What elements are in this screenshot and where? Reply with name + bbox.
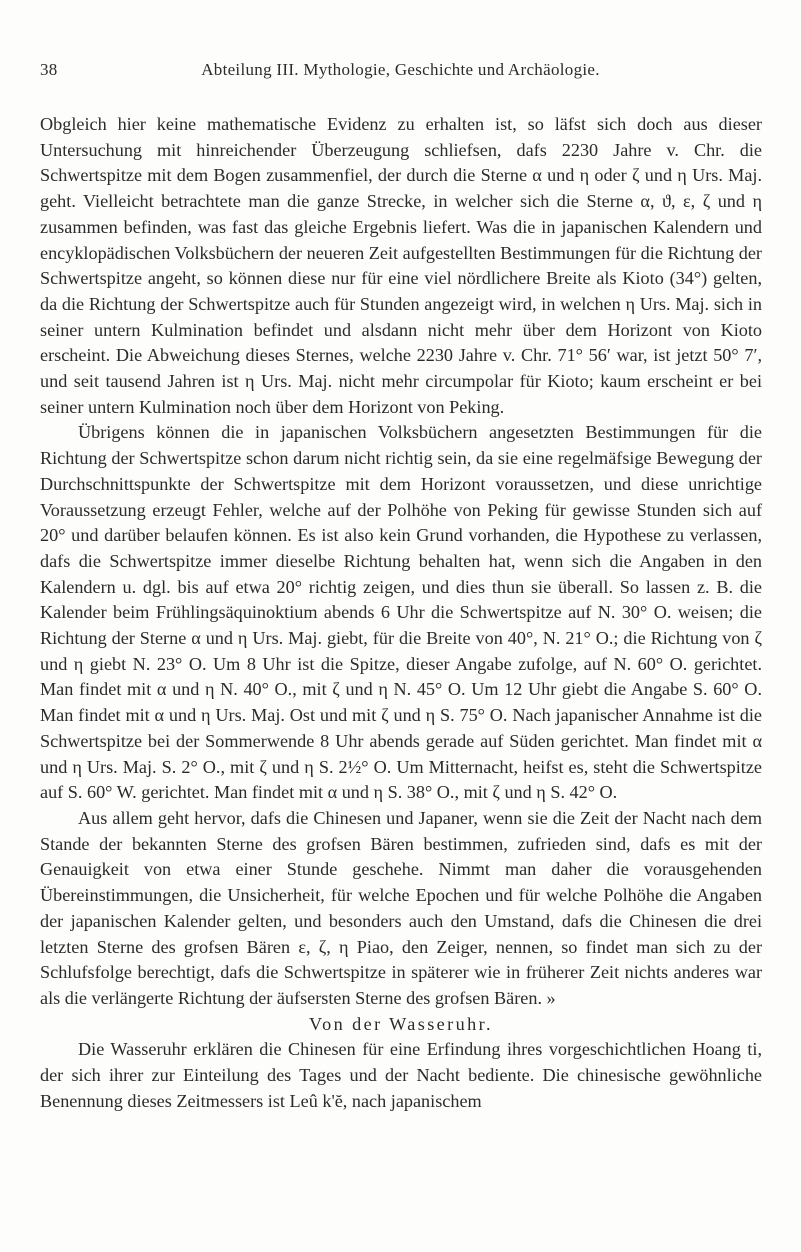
section-heading: Von der Wasseruhr. xyxy=(308,1013,494,1034)
paragraph-4: Die Wasseruhr erklären die Chinesen für eine Erfindung ihres vorgeschichtlichen Hoang ti, der sich ihrer zur Einteilung des Tages und der Nacht bediente. Die chinesische gewöhnliche Benennung dieses Zeitmessers ist Leû k'ĕ, nach japanischem xyxy=(40,1039,762,1111)
running-header xyxy=(40,60,761,88)
body-text xyxy=(40,112,762,1114)
page-number: 38 xyxy=(40,60,58,79)
running-title: Abteilung III. Mythologie, Geschichte und Archäologie. xyxy=(201,60,600,79)
paragraph-3: Aus allem geht hervor, dafs die Chinesen und Japaner, wenn sie die Zeit der Nacht nach dem Stande der bekannten Sterne des grofsen Bären bestimmen, zufrieden sind, dafs es mit der Genauigkeit von etwa einer Stunde geschehe. Nimmt man daher die vorausgehenden Übereinstimmungen, die Unsicherheit, für welche Epochen und für welche Polhöhe die Angaben der japanischen Kalender gelten, und besonders auch den Umstand, dafs die Chinesen die drei letzten Sterne des grofsen Bären ε, ζ, η Piao, den Zeiger, nennen, so findet man sich zu der Schlufsfolge berechtigt, dafs die Schwertspitze in späterer wie in früherer Zeit nichts anderes war als die verlängerte Richtung der äufsersten Sterne des grofsen Bären. » xyxy=(40,807,762,1008)
paragraph-2: Übrigens können die in japanischen Volksbüchern angesetzten Bestimmungen für die Richtung der Schwertspitze schon darum nicht richtig sein, da sie eine regelmäfsige Bewegung der Durchschnittspunkte der Schwertspitze mit dem Horizont voraussetzen, und diese unrichtige Voraussetzung erzeugt Fehler, welche auf der Polhöhe von Peking für gewisse Stunden sich auf 20° und darüber belaufen können. Es ist also kein Grund vorhanden, die Hypothese zu verlassen, dafs die Schwertspitze immer dieselbe Richtung behalten hat, wenn sich die Angaben in den Kalendern u. dgl. bis auf etwa 20° richtig zeigen, und dies thun sie überall. So lassen z. B. die Kalender beim Frühlingsäquinoktium abends 6 Uhr die Schwertspitze auf N. 30° O. weisen; die Richtung der Sterne α und η Urs. Maj. giebt, für die Breite von 40°, N. 21° O.; die Richtung von ζ und η giebt N. 23° O. Um 8 Uhr ist die Spitze, dieser Angabe zufolge, auf N. 60° O. gerichtet. Man findet mit α und η N. 40° O., mit ζ und η N. 45° O. Um 12 Uhr giebt die Angabe S. 60° O. Man findet mit α und η Urs. Maj. Ost und mit ζ und η S. 75° O. Nach japanischer Annahme ist die Schwertspitze bei der Sommerwende 8 Uhr abends gerade auf Süden gerichtet. Man findet mit α und η Urs. Maj. S. 2° O., mit ζ und η S. 2½° O. Um Mitternacht, heifst es, steht die Schwertspitze auf S. 60° W. gerichtet. Man findet mit α und η S. 38° O., mit ζ und η S. 42° O. xyxy=(40,422,762,803)
paragraph-1: Obgleich hier keine mathematische Evidenz zu erhalten ist, so läfst sich doch aus dieser Untersuchung mit hinreichender Überzeugung schliefsen, dafs 2230 Jahre v. Chr. die Schwertspitze mit dem Bogen zusammenfiel, der durch die Sterne α und η oder ζ und η Urs. Maj. geht. Vielleicht betrachtete man die ganze Strecke, in welcher sich die Sterne α, ϑ, ε, ζ und η zusammen befinden, was fast das gleiche Ergebnis liefert. Was die in japanischen Kalendern und encyklopädischen Volksbüchern der neueren Zeit aufgestellten Bestimmungen für die Richtung der Schwertspitze angeht, so können diese nur für eine viel nördlichere Breite als Kioto (34°) gelten, da die Richtung der Schwertspitze auch für Stunden angezeigt wird, in welchen η Urs. Maj. sich in seiner untern Kulmination befindet und alsdann nicht mehr über dem Horizont von Kioto erscheint. Die Abweichung dieses Sternes, welche 2230 Jahre v. Chr. 71° 56′ war, ist jetzt 50° 7′, und seit tausend Jahren ist η Urs. Maj. nicht mehr circumpolar für Kioto; kaum erscheint er bei seiner untern Kulmination noch über dem Horizont von Peking. xyxy=(40,114,762,417)
